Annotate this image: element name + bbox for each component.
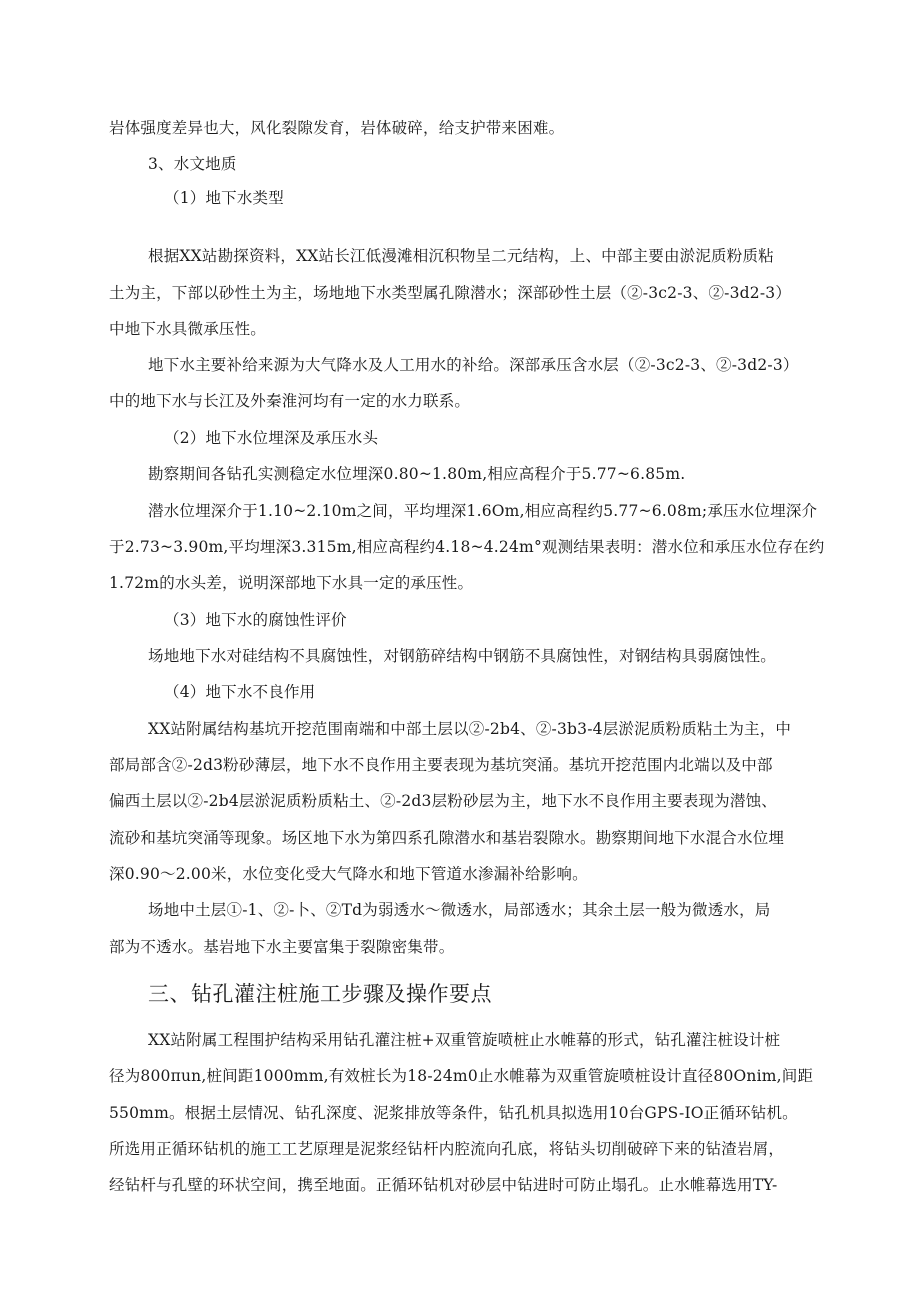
text-line: 岩体强度差异也大，风化裂隙发育，岩体破碎，给支护带来困难。 xyxy=(109,119,565,137)
text-line: XX站附属工程围护结构采用钻孔灌注桩+双重管旋喷桩止水帷幕的形式，钻孔灌注桩设计桩 xyxy=(148,1031,781,1049)
text-line: 中的地下水与长江及外秦淮河均有一定的水力联系。 xyxy=(109,392,471,410)
text-line: 地下水主要补给来源为大气降水及人工用水的补给。深部承压含水层（②-3c2-3、②-3d2-3） xyxy=(148,356,799,374)
text-line: 1.72m的水头差，说明深部地下水具一定的承压性。 xyxy=(109,574,474,592)
text-line: 部局部含②-2d3粉砂薄层，地下水不良作用主要表现为基坑突涌。基坑开挖范围内北端以及中部 xyxy=(109,756,773,774)
text-line: 于2.73~3.90m,平均埋深3.315m,相应高程约4.18~4.24m°观测结果表明：潜水位和承压水位存在约 xyxy=(109,538,825,556)
text-line: XX站附属结构基坑开挖范围南端和中部土层以②-2b4、②-3b3-4层淤泥质粉质粘土为主，中 xyxy=(148,720,792,738)
text-line: 经钻杆与孔壁的环状空间，携至地面。正循环钻机对砂层中钻进时可防止塌孔。止水帷幕选用TY- xyxy=(109,1176,778,1194)
text-line: 场地中土层①-1、②-卜、②Td为弱透水～微透水，局部透水；其余土层一般为微透水，局 xyxy=(148,901,771,919)
text-line: 勘察期间各钻孔实测稳定水位埋深0.80~1.80m,相应高程介于5.77~6.85m. xyxy=(148,465,686,483)
text-line: 流砂和基坑突涌等现象。场区地下水为第四系孔隙潜水和基岩裂隙水。勘察期间地下水混合水位埋 xyxy=(109,829,785,847)
text-line: 所选用正循环钻机的施工工艺原理是泥浆经钻杆内腔流向孔底，将钻头切削破碎下来的钻渣岩屑， xyxy=(109,1140,785,1158)
chapter-heading-bored-pile: 三、钻孔灌注桩施工步骤及操作要点 xyxy=(148,982,492,1006)
subsection-heading-water-level: （2）地下水位埋深及承压水头 xyxy=(164,429,379,447)
text-line: 深0.90～2.00米，水位变化受大气降水和地下管道水渗漏补给影响。 xyxy=(109,865,588,883)
text-line: 部为不透水。基岩地下水主要富集于裂隙密集带。 xyxy=(109,938,455,956)
subsection-heading-groundwater-type: （1）地下水类型 xyxy=(164,189,284,207)
text-line: 偏西土层以②-2b4层淤泥质粉质粘土、②-2d3层粉砂层为主，地下水不良作用主要表现为潜蚀、 xyxy=(109,792,777,810)
text-line: 场地地下水对硅结构不具腐蚀性，对钢筋碎结构中钢筋不具腐蚀性，对钢结构具弱腐蚀性。 xyxy=(148,647,777,665)
text-line: 根据XX站勘探资料，XX站长江低漫滩相沉积物呈二元结构，上、中部主要由淤泥质粉质粘 xyxy=(148,247,774,265)
text-line: 土为主，下部以砂性土为主，场地地下水类型属孔隙潜水；深部砂性土层（②-3c2-3、②-3d2-3） xyxy=(109,284,792,302)
subsection-heading-corrosion: （3）地下水的腐蚀性评价 xyxy=(164,611,347,629)
section-heading-hydrogeology: 3、水文地质 xyxy=(148,155,237,173)
text-line: 550mm。根据土层情况、钻孔深度、泥浆排放等条件，钻孔机具拟选用10台GPS-IO正循环钻机。 xyxy=(109,1104,798,1122)
text-line: 潜水位埋深介于1.10~2.10m之间，平均埋深1.6Om,相应高程约5.77~6.08m;承压水位埋深介 xyxy=(148,502,818,520)
text-line: 径为800πun,桩间距1000mm,有效桩长为18-24m0止水帷幕为双重管旋喷桩设计直径80Onim,间距 xyxy=(109,1067,814,1085)
text-line: 中地下水具微承压性。 xyxy=(109,320,267,338)
subsection-heading-adverse-effects: （4）地下水不良作用 xyxy=(164,683,316,701)
